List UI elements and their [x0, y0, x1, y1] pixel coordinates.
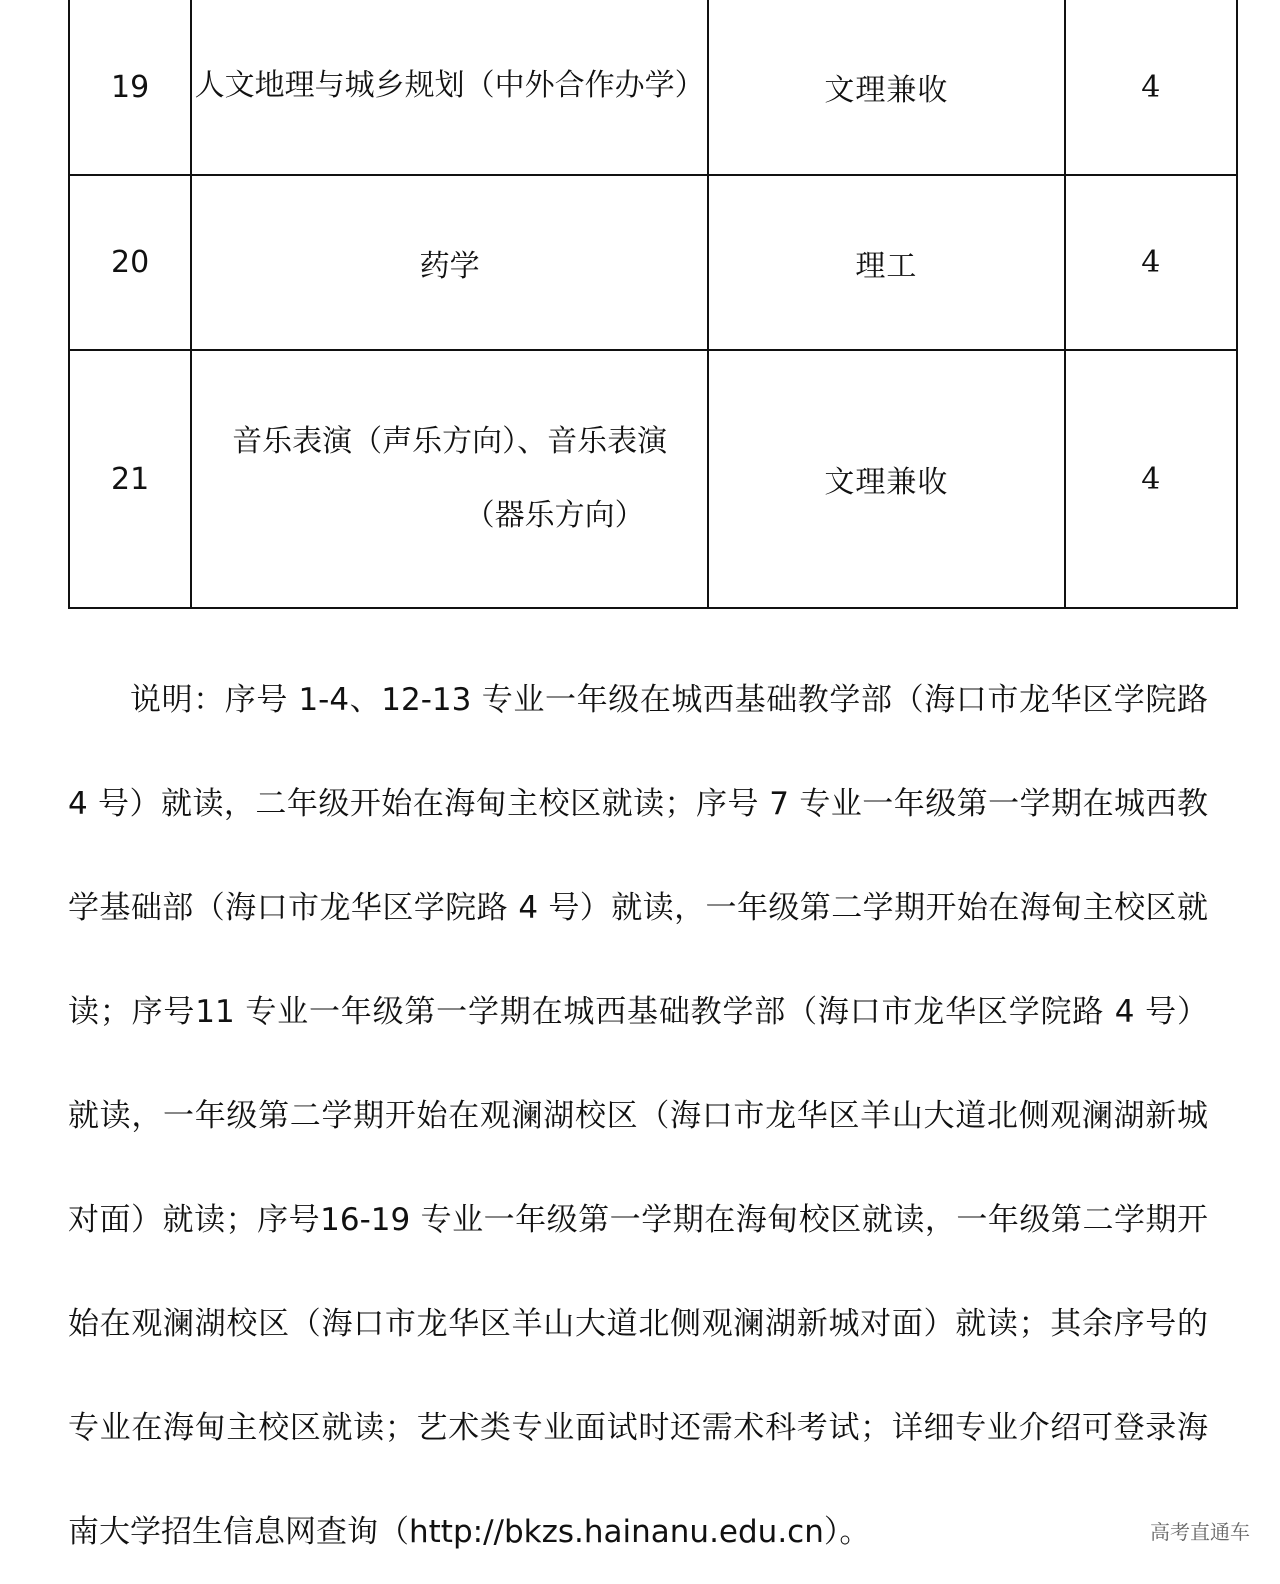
row-number: 19 — [69, 0, 191, 175]
subject-type: 理工 — [708, 175, 1065, 350]
row-number: 21 — [69, 350, 191, 608]
watermark: 高考直通车 — [1150, 1520, 1250, 1544]
subject-type: 文理兼收 — [708, 0, 1065, 175]
explanation-paragraph: 说明：序号 1-4、12-13 专业一年级在城西基础教学部（海口市龙华区学院路 4 号）就读，二年级开始在海甸主校区就读；序号 7 专业一年级第一学期在城西教学基础部（海口市龙华区学院路 4 号）就读，一年级第二学期开始在海甸主校区就读；序号11 专业一年级第一学期在城西基础教学部（海口市龙华区学院路 4 号）就读，一年级第二学期开始在观澜湖校区（海口市龙华区羊山大道北侧观澜湖新城对面）就读；序号16-19 专业一年级第一学期在海甸校区就读，一年级第二学期开始在观澜湖校区（海口市龙华区羊山大道北侧观澜湖新城对面）就读；其余序号的专业在海甸主校区就读；艺术类专业面试时还需术科考试；详细专业介绍可登录海南大学招生信息网查询（http://bkzs.hainanu.edu.cn）。 — [68, 682, 1208, 1550]
major-name: 人文地理与城乡规划（中外合作办学） — [191, 0, 708, 175]
majors-table — [68, 0, 1238, 609]
row-number: 20 — [69, 175, 191, 350]
table-row — [69, 350, 1237, 608]
study-years: 4 — [1065, 175, 1237, 350]
study-years: 4 — [1065, 0, 1237, 175]
study-years: 4 — [1065, 350, 1237, 608]
table-row — [69, 0, 1237, 175]
table-row — [69, 175, 1237, 350]
subject-type: 文理兼收 — [708, 350, 1065, 608]
major-name-line1: 音乐表演（声乐方向）、音乐表演 — [232, 424, 668, 459]
major-name — [191, 350, 708, 608]
major-name: 药学 — [191, 175, 708, 350]
major-name-line2: （器乐方向） — [464, 498, 645, 533]
